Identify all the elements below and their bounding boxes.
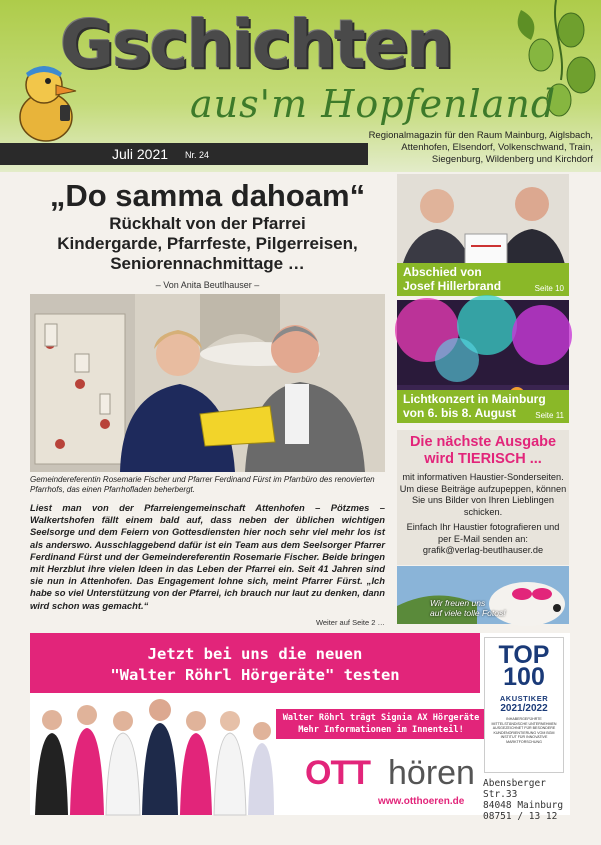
next-issue-email[interactable]: grafik@verlag-beutlhauser.de xyxy=(422,545,544,555)
teaser1-title-line2: Josef Hillerbrand xyxy=(403,279,502,293)
top100-logo-100: 100 xyxy=(503,663,545,691)
ad-address xyxy=(483,778,570,822)
article-photo xyxy=(30,294,385,472)
article-subhead-1: Rückhalt von der Pfarrei xyxy=(109,214,306,233)
top100-year: 2021/2022 xyxy=(500,703,548,714)
ad-slogan-line2: Mehr Informationen im Innenteil! xyxy=(298,725,464,735)
pet-caption xyxy=(430,598,506,618)
main-article xyxy=(30,174,385,627)
brand-logo-ott: OTT xyxy=(305,754,370,792)
continued-link[interactable]: Weiter auf Seite 2 … xyxy=(315,618,385,627)
next-issue-text xyxy=(397,472,569,557)
magazine-subtitle: aus'm Hopfenland xyxy=(190,82,557,126)
next-issue-paragraph-2: Einfach Ihr Haustier fotografieren und per E-Mail senden an: xyxy=(406,522,560,544)
pet-caption-line1: Wir freuen uns xyxy=(430,598,486,608)
ad-headline-2: "Walter Röhrl Hörgeräte" testen xyxy=(110,666,400,684)
top100-subtitle: AKUSTIKER xyxy=(499,694,549,703)
ad-slogan xyxy=(276,709,486,739)
edition-date: Juli 2021 xyxy=(112,146,169,162)
hearing-aid-advertisement[interactable] xyxy=(30,633,570,822)
article-byline: – Von Anita Beutlhauser – xyxy=(155,280,260,290)
next-issue-title xyxy=(397,434,569,468)
ad-banner xyxy=(30,633,480,693)
next-issue-paragraph-1: mit informativen Haustier-Sonderseiten. Um diese Beiträge aufzupeppen, können Sie uns Bilder von Ihren Lieblingen schicken. xyxy=(399,472,567,517)
teaser2-title-line2: von 6. bis 8. August xyxy=(403,406,516,420)
magazine-title: Gschichten xyxy=(60,6,452,83)
ad-headline-1: Jetzt bei uns die neuen xyxy=(147,645,363,663)
brand-logo-hoeren: hören xyxy=(388,754,475,792)
next-issue-title-line2: wird TIERISCH ... xyxy=(424,451,542,467)
photo-caption: Gemeindereferentin Rosemarie Fischer und Pfarrer Ferdinand Fürst im Pfarrbüro des renovierten Pfarrhofs, das einen Pfarrhofladen beherbergt. xyxy=(30,475,375,494)
teaser-caption-farewell[interactable] xyxy=(397,263,569,296)
ad-address-street: Abensberger Str.33 xyxy=(483,778,546,800)
ad-address-city: 84048 Mainburg xyxy=(483,800,564,811)
article-subhead-3: Seniorennachmittage … xyxy=(110,254,305,273)
teaser-caption-lightconcert[interactable] xyxy=(397,390,569,423)
teaser2-page: Seite 11 xyxy=(535,411,564,420)
edition-number: Nr. 24 xyxy=(185,150,210,160)
edition-bar xyxy=(0,143,368,165)
ad-website-link[interactable]: www.otthoeren.de xyxy=(378,796,465,807)
top100-badge xyxy=(484,637,564,773)
top100-fineprint: INHABERGEFÜHRTE MITTELSTÄNDISCHE UNTERNEHMEN AUSGEZEICHNET FÜR BESONDERE KUNDENORIENTIERUNG VOM BGM INSTITUT FÜR INNOVATIVE MARKTFORSCHUNG xyxy=(491,717,557,744)
teaser1-page: Seite 10 xyxy=(534,284,564,293)
article-headline: „Do samma dahoam“ xyxy=(49,178,366,213)
top100-logo xyxy=(485,641,563,691)
pet-caption-line2: auf viele tolle Fotos! xyxy=(430,608,506,618)
next-issue-title-line1: Die nächste Ausgabe xyxy=(409,434,557,450)
article-subhead-2: Kindergarde, Pfarrfeste, Pilgerreisen, xyxy=(57,234,358,253)
staff-group-photo xyxy=(30,695,274,815)
pastor-and-referent-photo xyxy=(30,294,385,472)
top100-logo-top: TOP xyxy=(498,641,550,669)
teaser1-title-line1: Abschied von xyxy=(403,265,482,279)
ad-address-phone: 08751 / 13 12 xyxy=(483,811,558,822)
article-body: Liest man von der Pfarreiengemeinschaft Attenhofen – Pötzmes – Walkertshofen fällt einem bald auf, dass neben der üblichen wichtigen Seelsorge und dem Feiern von Gottesdiensten hier noch sehr viel mehr los ist als anderswo. Ausschlaggebend dafür ist ein Team aus dem Seelsorger Pfarrer Ferdinand Fürst und der Gemeindereferentin Rosemarie Fischer. Beide bringen mit Herzblut ihre vielen Ideen in das Leben der Pfarrei ein. Seit 41 Jahren sind sie nun in Attenhofen. Das Engagement lohne sich, meint Pfarrer Fürst. „Ich habe so viel Unterstützung von der Pfarrei, ich brauch nur laut zu denken, dann wird schon was gemacht.“ xyxy=(30,502,385,611)
next-issue-box xyxy=(397,430,569,565)
ad-slogan-line1: Walter Röhrl trägt Signia AX Hörgeräte xyxy=(282,713,480,723)
teaser2-title-line1: Lichtkonzert in Mainburg xyxy=(403,392,546,406)
region-description: Regionalmagazin für den Raum Mainburg, Aiglsbach, Attenhofen, Elsendorf, Volkenschwand, Train, Siegenburg, Wildenberg und Kirchdorf xyxy=(368,130,593,165)
